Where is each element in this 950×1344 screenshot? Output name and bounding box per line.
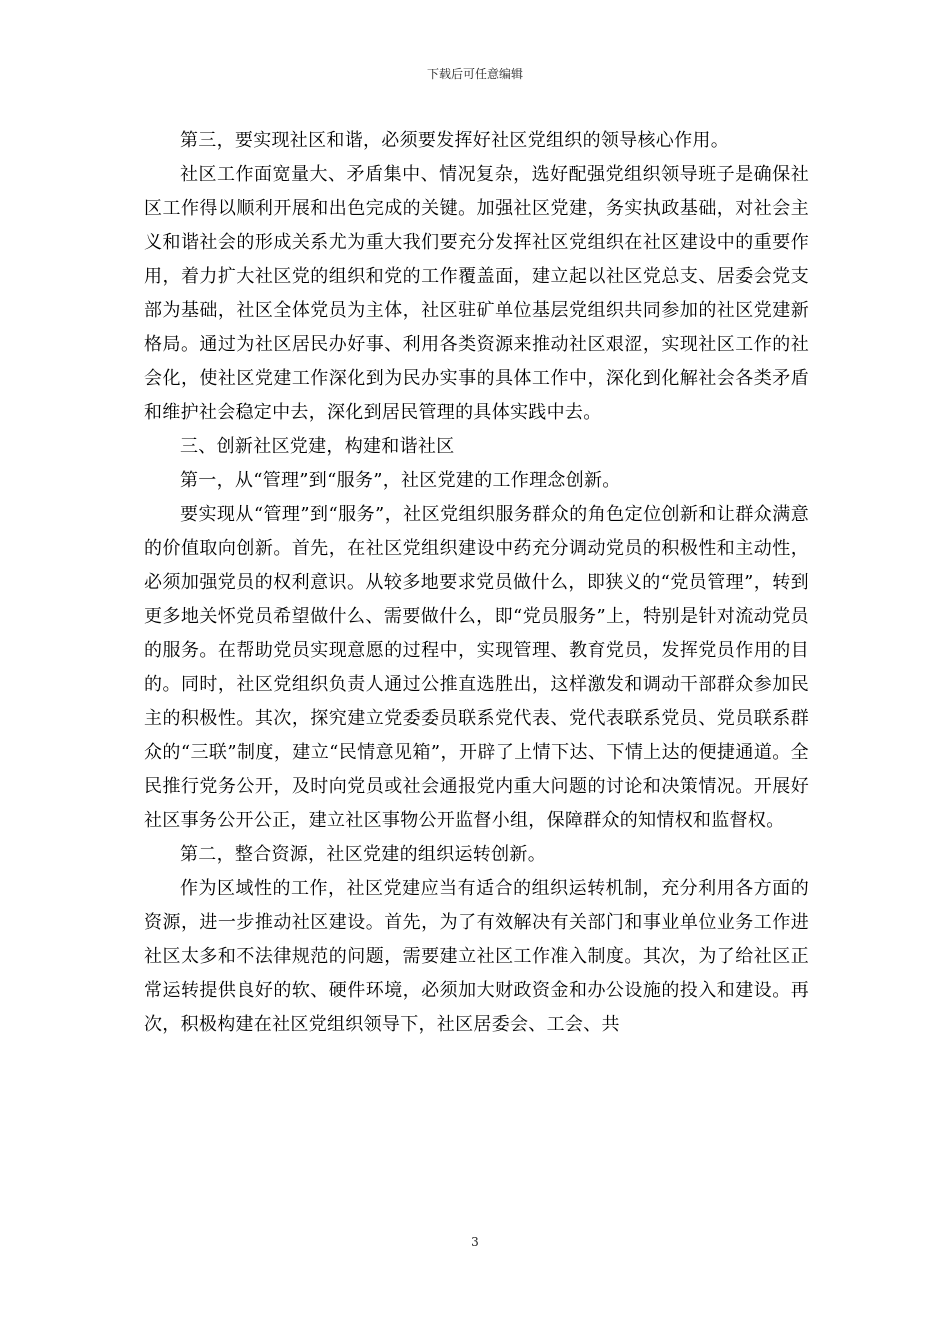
paragraph: 社区工作面宽量大、矛盾集中、情况复杂，选好配强党组织领导班子是确保社区工作得以顺利开展和出色完成的关键。加强社区党建，务实执政基础，对社会主义和谐社会的形成关系尤为重大我们要充分发挥社区党组织在社区建设中的重要作用，着力扩大社区党的组织和党的工作覆盖面，建立起以社区党总支、居委会党支部为基础，社区全体党员为主体，社区驻矿单位基层党组织共同参加的社区党建新格局。通过为社区居民办好事、利用各类资源来推动社区艰涩，实现社区工作的社会化，使社区党建工作深化到为民办实事的具体工作中，深化到化解社会各类矛盾和维护社会稳定中去，深化到居民管理的具体实践中去。 (144, 164, 809, 423)
section-heading: 三、创新社区党建，构建和谐社区 (180, 436, 455, 457)
document-body (144, 124, 809, 1042)
paragraph: 第二，整合资源，社区党建的组织运转创新。 (180, 844, 546, 865)
paragraph: 作为区域性的工作，社区党建应当有适合的组织运转机制，充分利用各方面的资源，进一步推动社区建设。首先，为了有效解决有关部门和事业单位业务工作进社区太多和不法律规范的问题，需要建立社区工作准入制度。其次，为了给社区正常运转提供良好的软、硬件环境，必须加大财政资金和办公设施的投入和建设。再次，积极构建在社区党组织领导下，社区居委会、工会、共 (144, 878, 809, 1035)
page-header: 下载后可任意编辑 (426, 67, 523, 81)
page-number: 3 (471, 1235, 479, 1249)
paragraph: 第三，要实现社区和谐，必须要发挥好社区党组织的领导核心作用。 (180, 130, 729, 151)
paragraph: 要实现从“管理”到“服务”，社区党组织服务群众的角色定位创新和让群众满意的价值取向创新。首先，在社区党组织建设中药充分调动党员的积极性和主动性，必须加强党员的权利意识。从较多地要求党员做什么，即狭义的“党员管理”，转到更多地关怀党员希望做什么、需要做什么，即“党员服务”上，特别是针对流动党员的服务。在帮助党员实现意愿的过程中，实现管理、教育党员，发挥党员作用的目的。同时，社区党组织负责人通过公推直选胜出，这样激发和调动干部群众参加民主的积极性。其次，探究建立党委委员联系党代表、党代表联系党员、党员联系群众的“三联”制度，建立“民情意见箱”，开辟了上情下达、下情上达的便捷通道。全民推行党务公开，及时向党员或社会通报党内重大问题的讨论和决策情况。开展好社区事务公开公正，建立社区事物公开监督小组，保障群众的知情权和监督权。 (144, 504, 809, 831)
paragraph: 第一，从“管理”到“服务”，社区党建的工作理念创新。 (180, 470, 621, 491)
